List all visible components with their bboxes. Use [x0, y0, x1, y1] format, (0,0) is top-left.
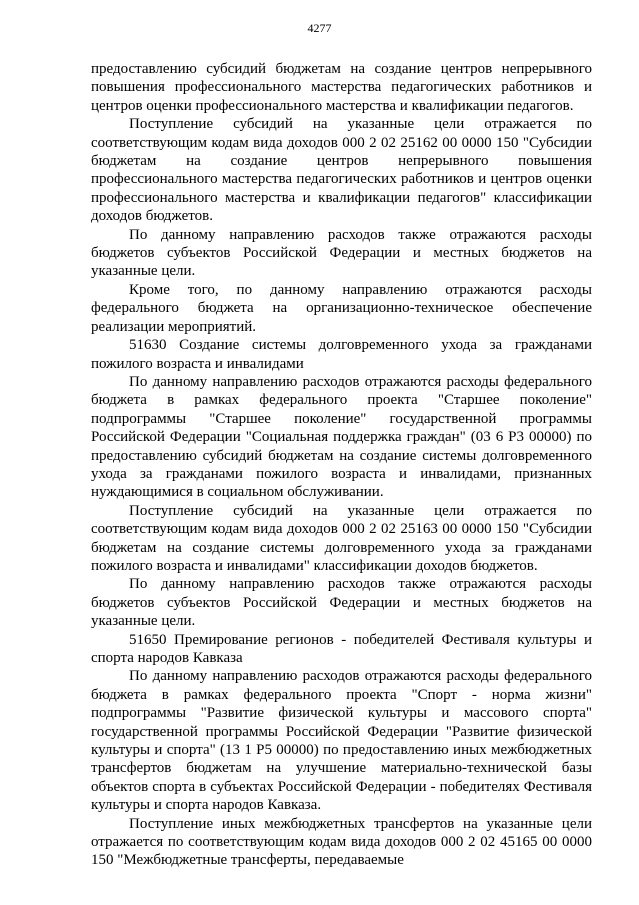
paragraph-sport-project: По данному направлению расходов отражаются расходы федерального бюджета в рамках федерального проекта "Спорт - норма жизни" подпрограммы "Развитие физической культуры и массового спорта" государственной программы Российской Федерации "Развитие физической культуры и спорта" (13 1 P5 00000) по предоставлению иных межбюджетных трансфертов бюджетам на улучшение материально-технической базы объектов спорта в субъектах Российской Федерации - победителях Фестиваля культуры и спорта народов Кавказа. — [91, 668, 592, 814]
paragraph-regional-budgets-2: По данному направлению расходов также отражаются расходы бюджетов субъектов Российской Федерации и местных бюджетов на указанные цели. — [91, 576, 592, 630]
paragraph-transfer-receipt-45165: Поступление иных межбюджетных трансфертов на указанные цели отражается по соответствующим кодам вида доходов 000 2 02 45165 00 0000 150 "Межбюджетные трансферты, передаваемые — [91, 815, 592, 869]
page-number: 4277 — [307, 21, 332, 35]
paragraph-older-generation-project: По данному направлению расходов отражаются расходы федерального бюджета в рамках федерального проекта "Старшее поколение" подпрограммы "Старшее поколение" государственной программы Российской Федерации "Социальная поддержка граждан" (03 6 P3 00000) по предоставлению субсидий бюджетам на создание системы долговременного ухода за гражданами пожилого возраста и инвалидами, признанных нуждающимися в социальном обслуживании. — [91, 373, 592, 501]
section-heading-51630: 51630 Создание системы долговременного ухода за гражданами пожилого возраста и инвалидами — [91, 337, 592, 372]
paragraph-federal-support: Кроме того, по данному направлению отражаются расходы федерального бюджета на организационно-техническое обеспечение реализации мероприятий. — [91, 281, 592, 335]
document-body — [91, 60, 592, 870]
paragraph-subsidy-receipt-25162: Поступление субсидий на указанные цели отражается по соответствующим кодам вида доходов 000 2 02 25162 00 0000 150 "Субсидии бюджетам на создание центров непрерывного повышения профессионального мастерства педагогических работников и центров оценки профессионального мастерства и квалификации педагогов" классификации доходов бюджетов. — [91, 116, 592, 225]
paragraph-subsidy-receipt-25163: Поступление субсидий на указанные цели отражается по соответствующим кодам вида доходов 000 2 02 25163 00 0000 150 "Субсидии бюджетам на создание системы долговременного ухода за гражданами пожилого возраста и инвалидами" классификации доходов бюджетов. — [91, 502, 592, 574]
section-heading-51650: 51650 Премирование регионов - победителей Фестиваля культуры и спорта народов Кавказа — [91, 631, 592, 666]
paragraph-continuation: предоставлению субсидий бюджетам на создание центров непрерывного повышения профессионального мастерства педагогических работников и центров оценки профессионального мастерства и квалификации педагогов. — [91, 61, 592, 114]
paragraph-regional-budgets-1: По данному направлению расходов также отражаются расходы бюджетов субъектов Российской Федерации и местных бюджетов на указанные цели. — [91, 226, 592, 280]
